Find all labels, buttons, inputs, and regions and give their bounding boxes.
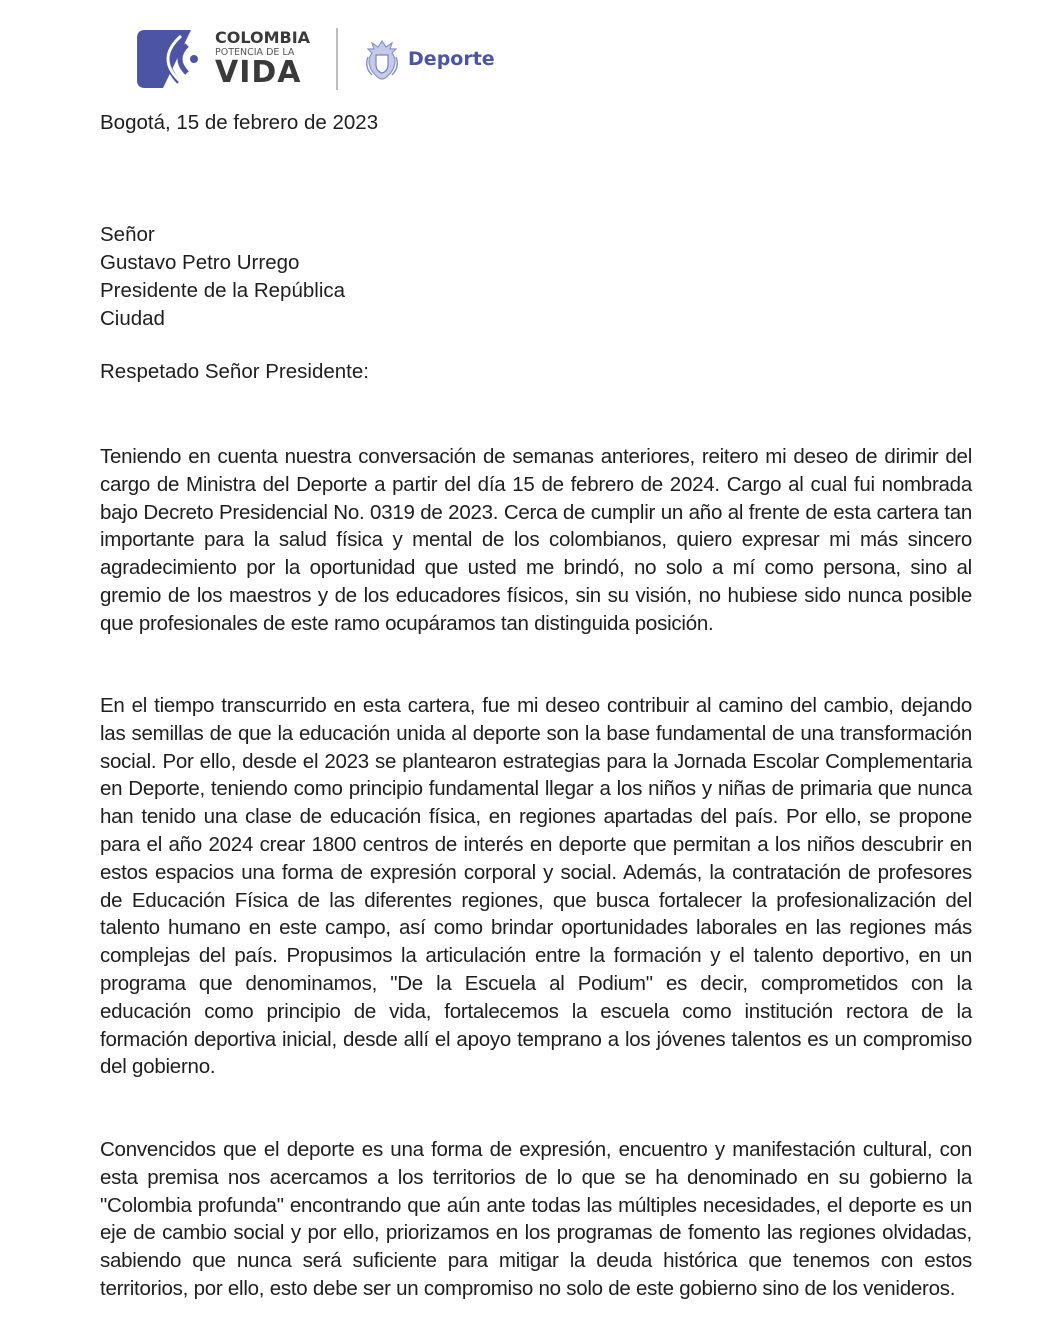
body-paragraph: En el tiempo transcurrido en esta cartera, fue mi deseo contribuir al camino del cambio, dejando las semillas de que la educación unida al deporte son la base fundamental de una transformación social. Por ello, desde el 2023 se plantearon estrategias para la Jornada Escolar Complementaria en Deporte, teniendo como principio fundamental llegar a los niños y niñas de primaria que nunca han tenido una clase de educación física, en regiones apartadas del país. Por ello, se propone para el año 2024 crear 1800 centros de interés en deporte que permitan a los niños descubrir en estos espacios una forma de expresión corporal y social. Además, la contratación de profesores de Educación Física de las diferentes regiones, que busca fortalecer la profesionalización del talento humano en este campo, así como brindar oportunidades laborales en las regiones más complejas del país. Propusimos la articulación entre la formación y el talento deportivo, en un programa que denominamos, "De la Escuela al Podium" es decir, comprometidos con la educación como principio de vida, fortalecemos la escuela como institución rectora de la formación deportiva inicial, desde allí el apoyo temprano a los jóvenes talentos es un compromiso del gobierno.: [100, 694, 972, 1079]
logo-divider: [336, 28, 338, 90]
signal-waves-icon: [135, 28, 201, 90]
brand-line-vida: VIDA: [215, 55, 302, 91]
coat-of-arms-icon: [362, 37, 402, 81]
body-paragraph: Teniendo en cuenta nuestra conversación de semanas anteriores, reitero mi deseo de dirimir del cargo de Ministra del Deporte a partir del día 15 de febrero de 2024. Cargo al cual fui nombrada bajo Decreto Presidencial No. 0319 de 2023. Cerca de cumplir un año al frente de esta cartera tan importante para la salud física y mental de los colombianos, quiero expresar mi más sincero agradecimiento por la oportunidad que usted me brindó, no solo a mí como persona, sino al gremio de los maestros y de los educadores físicos, sin su visión, no hubiese sido nunca posible que profesionales de este ramo ocupáramos tan distinguida posición.: [100, 445, 972, 635]
body-paragraph: Convencidos que el deporte es una forma de expresión, encuentro y manifestación cultural, con esta premisa nos acercamos a los territorios de lo que se ha denominado en su gobierno la "Colombia profunda" encontrando que aún ante todas las múltiples necesidades, el deporte es un eje de cambio social y por ello, priorizamos en los programas de fomento las regiones olvidadas, sabiendo que nunca será suficiente para mitigar la deuda histórica que tenemos con estos territorios, por ello, esto debe ser un compromiso no solo de este gobierno sino de los venideros.: [100, 1138, 972, 1300]
recipient-title: Señor: [100, 223, 155, 246]
recipient-name: Gustavo Petro Urrego: [100, 251, 300, 274]
recipient-city: Ciudad: [100, 307, 165, 330]
brand-logo: [215, 27, 311, 91]
ministry-name: Deporte: [408, 48, 495, 70]
salutation: Respetado Señor Presidente:: [100, 360, 369, 383]
letter-date: Bogotá, 15 de febrero de 2023: [100, 111, 379, 134]
recipient-block: [100, 221, 972, 333]
recipient-position: Presidente de la República: [100, 279, 346, 302]
brand-line-colombia: COLOMBIA: [215, 27, 311, 47]
letterhead: [135, 26, 495, 92]
brand-line-potencia: POTENCIA DE LA: [215, 46, 295, 58]
